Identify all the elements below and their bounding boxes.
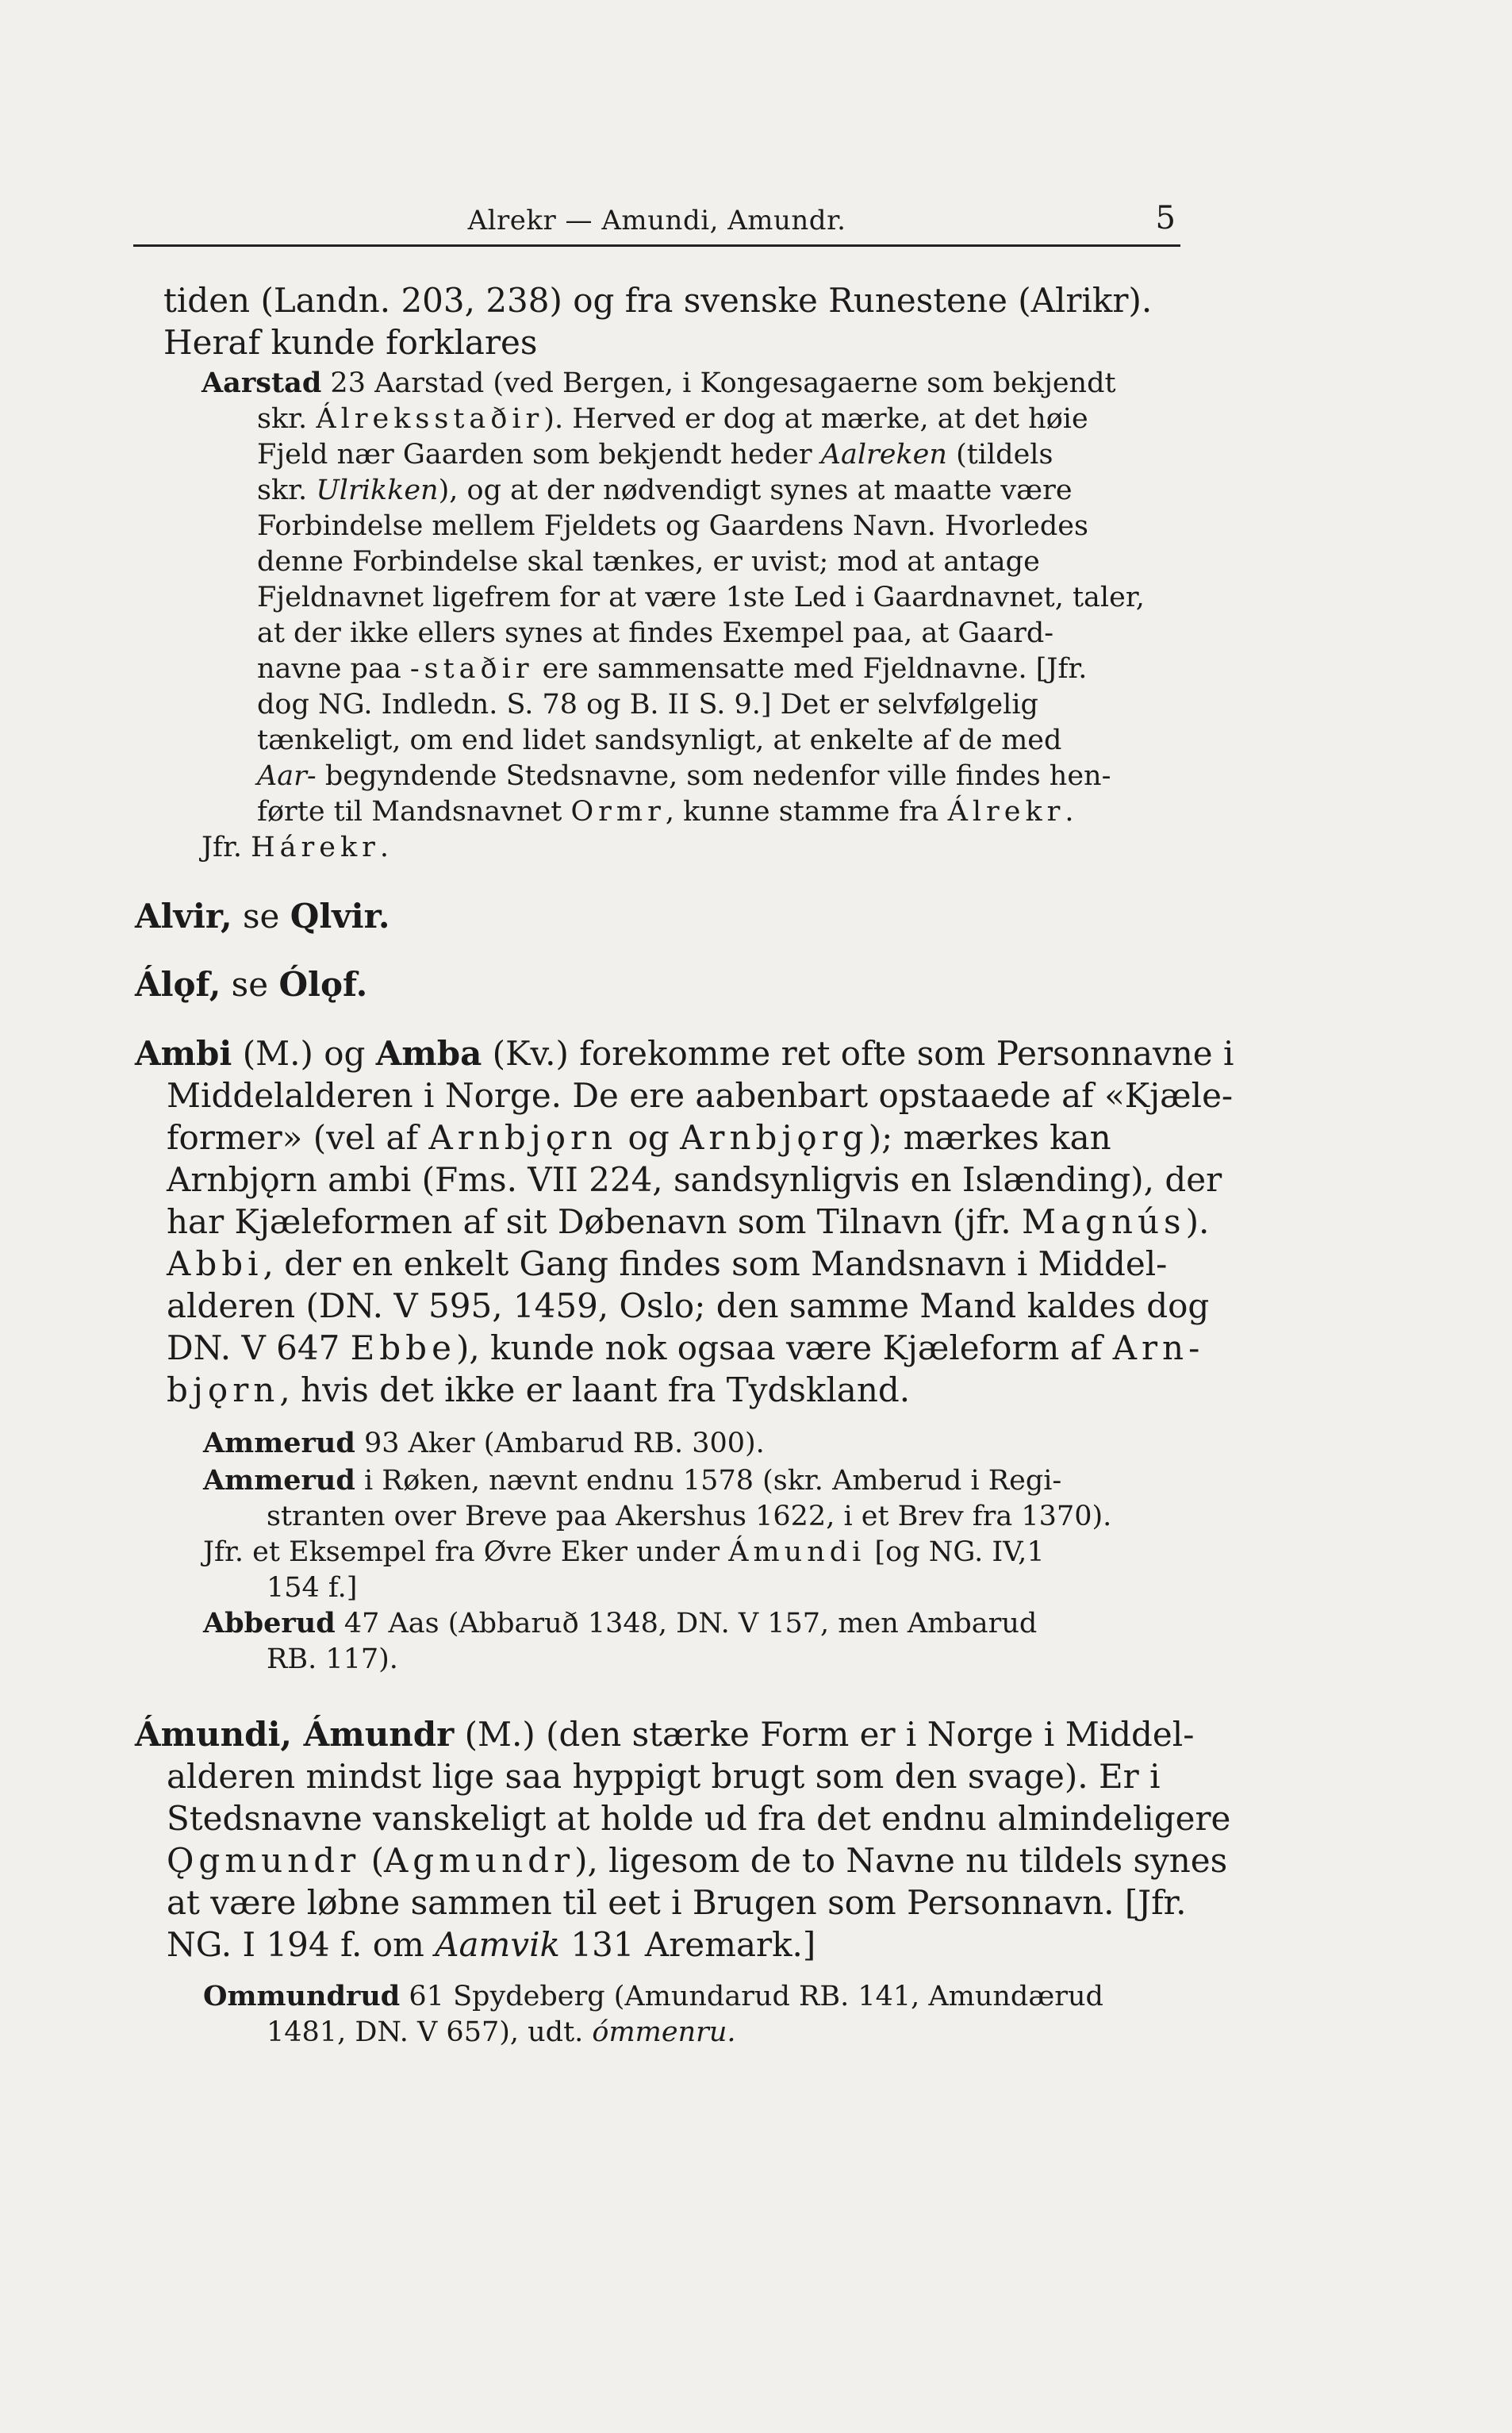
intro-paragraph	[163, 279, 1179, 363]
text-line: denne Forbindelse skal tænkes, er uvist; mod at antage	[257, 546, 1040, 578]
spaced-name: Arnbjǫrg	[680, 1118, 869, 1157]
text-span: [og NG. IV,1	[865, 1536, 1045, 1568]
text-span: i Røken, nævnt endnu 1578 (skr. Amberud i Regi-	[355, 1465, 1062, 1497]
text-line: Arnbjǫrn ambi (Fms. VII 224, sandsynligvis en Islænding), der	[167, 1160, 1222, 1199]
entry-ammerud-aker	[203, 1425, 765, 1462]
text-span: (Kv.) forekomme ret ofte som Personnavne i	[482, 1034, 1234, 1073]
spaced-name: bjǫrn	[167, 1370, 280, 1409]
spaced-name: Magnús	[1021, 1202, 1186, 1241]
text-line: alderen (DN. V 595, 1459, Oslo; den samme Mand kaldes dog	[167, 1286, 1210, 1325]
entry-head: Álǫf,	[135, 965, 221, 1004]
entry-ambi	[135, 1032, 1234, 1411]
italic-name: Aamvik	[435, 1925, 560, 1964]
text-span: Jfr. et Eksempel fra Øvre Eker under	[203, 1536, 729, 1568]
entry-head: Ammerud	[203, 1464, 355, 1497]
text-line	[203, 1535, 1111, 1570]
spaced-name: -staðir	[409, 653, 534, 685]
text-line	[163, 279, 1179, 321]
text-line	[203, 1462, 1111, 1499]
text-span: , der en enkelt Gang findes som Mandsnavn i Middel-	[263, 1244, 1168, 1283]
text-span: og	[617, 1118, 681, 1157]
text-line	[135, 1032, 1234, 1074]
text-span: førte til Mandsnavnet	[257, 796, 571, 828]
text-line: Fjeldnavnet ligefrem for at være 1ste Led i Gaardnavnet, taler,	[257, 582, 1145, 613]
text-span: .	[379, 832, 390, 863]
entry-ammerud-roken	[203, 1462, 1111, 1606]
text-span: ); mærkes kan	[868, 1118, 1111, 1157]
text-span: ). Herved er dog at mærke, at det høie	[543, 403, 1088, 435]
entry-head: Ammerud	[203, 1427, 355, 1459]
text-line: RB. 117).	[267, 1643, 398, 1675]
entry-body	[135, 1755, 1231, 1966]
text-span: ), og at der nødvendigt synes at maatte være	[438, 475, 1073, 506]
entry-alvir	[135, 895, 390, 937]
text-line: alderen mindst lige saa hyppigt brugt som den svage). Er i	[167, 1757, 1161, 1796]
text-span: ).	[1185, 1202, 1210, 1241]
text-line	[203, 1605, 1037, 1642]
text-line	[167, 1243, 1182, 1285]
text-span: , hvis det ikke er laant fra Tydskland.	[279, 1370, 911, 1409]
spaced-name: Álreksstaðir	[316, 403, 544, 435]
text-line	[167, 1327, 1205, 1369]
running-header	[133, 197, 1180, 247]
text-line: tænkeligt, om end lidet sandsynligt, at enkelte af de med	[257, 725, 1062, 756]
spaced-name: Arnbjǫrn	[428, 1118, 618, 1157]
text-line: at der ikke ellers synes at findes Exempel paa, at Gaard-	[257, 617, 1054, 649]
text-span: Jfr.	[201, 832, 251, 863]
text-line	[201, 830, 1179, 866]
text-span: Fjeld nær Gaarden som bekjendt heder	[257, 439, 821, 471]
spaced-name: Ormr	[570, 796, 666, 828]
text-line	[257, 473, 1179, 509]
text-span: (M.) (den stærke Form er i Norge i Middel-	[454, 1715, 1195, 1754]
entry-head: Ámundi, Ámundr	[135, 1715, 455, 1754]
italic-name: Aar-	[257, 760, 317, 792]
spaced-name: Agmundr	[383, 1841, 575, 1880]
text-line	[257, 651, 1179, 687]
text-span: 1481, DN. V 657), udt.	[267, 2016, 593, 2048]
text-span: (	[360, 1841, 384, 1880]
text-line: Forbindelse mellem Fjeldets og Gaardens Navn. Hvorledes	[257, 510, 1088, 542]
text-line	[167, 1117, 1182, 1159]
text-span: se	[232, 897, 290, 936]
entry-amundi	[135, 1713, 1231, 1966]
text-line: dog NG. Indledn. S. 78 og B. II S. 9.] Det er selvfølgelig	[257, 689, 1038, 721]
text-line	[203, 2015, 1103, 2051]
text-line	[135, 1713, 1195, 1755]
text-line	[135, 895, 390, 937]
text-line	[167, 1369, 1182, 1411]
entry-alof	[135, 963, 367, 1005]
spaced-name: Ǫgmundr	[167, 1841, 361, 1880]
text-span: former» (vel af	[167, 1118, 429, 1157]
entry-head: Abberud	[203, 1607, 336, 1639]
text-line: Middelalderen i Norge. De ere aabenbart opstaaede af «Kjæle-	[167, 1076, 1234, 1115]
entry-ommundrud	[203, 1978, 1103, 2051]
text-span: navne paa	[257, 653, 410, 685]
text-span: .	[1065, 796, 1074, 828]
text-span: 23 Aarstad (ved Bergen, i Kongesagaerne som bekjendt	[321, 367, 1116, 399]
text-span: skr.	[257, 403, 317, 435]
text-line	[203, 1978, 1103, 2015]
cross-reference: Ólǫf.	[278, 965, 368, 1004]
entry-head: Ambi	[135, 1034, 232, 1073]
running-title: Alrekr — Amundi, Amundr.	[467, 205, 846, 236]
page-number: 5	[1155, 200, 1176, 236]
text-span: se	[221, 965, 279, 1004]
text-span: skr.	[257, 475, 317, 506]
text-line	[201, 365, 1179, 402]
text-line: at være løbne sammen til eet i Brugen som Personnavn. [Jfr.	[167, 1883, 1187, 1922]
text-line	[135, 963, 367, 1005]
text-span: ), ligesom de to Navne nu tildels synes	[574, 1841, 1228, 1880]
text-span: (M.) og	[232, 1034, 376, 1073]
text-line	[167, 1924, 1182, 1966]
text-span: 61 Spydeberg (Amundarud RB. 141, Amundærud	[400, 1981, 1103, 2012]
text-span: (tildels	[946, 439, 1053, 471]
text-line	[257, 794, 1179, 830]
text-span: 47 Aas (Abbaruð 1348, DN. V 157, men Ambarud	[335, 1608, 1038, 1639]
text-span: har Kjæleformen af sit Døbenavn som Tilnavn (jfr.	[167, 1202, 1022, 1241]
text-span: tiden (Landn. 203, 238) og fra svenske Runestene (Alrikr).	[163, 281, 1153, 320]
spaced-name: Ebbe	[350, 1328, 456, 1367]
entry-head: Amba	[375, 1034, 482, 1073]
text-line	[257, 437, 1179, 473]
text-line	[257, 759, 1179, 794]
italic-name: Aalreken	[820, 439, 947, 471]
entry-body	[201, 402, 1179, 830]
spaced-name: Ámundi	[728, 1536, 866, 1568]
entry-head: Ommundrud	[203, 1980, 401, 2012]
text-line	[167, 1201, 1210, 1243]
text-span: 131 Aremark.]	[560, 1925, 816, 1964]
entry-head: Aarstad	[201, 367, 322, 399]
text-span: NG. I 194 f. om	[167, 1925, 436, 1964]
entry-aarstad	[201, 365, 1179, 866]
text-line: 154 f.]	[267, 1572, 358, 1604]
text-line: stranten over Breve paa Akershus 1622, i et Brev fra 1370).	[267, 1501, 1112, 1532]
cross-reference: Qlvir.	[290, 897, 390, 936]
entry-head: Alvir,	[135, 897, 232, 936]
spaced-name: Abbi	[167, 1244, 263, 1283]
text-span: ), kunde nok ogsaa være Kjæleform af	[455, 1328, 1113, 1367]
text-line: Heraf kunde forklares	[163, 323, 538, 362]
italic-name: ómmenru.	[592, 2016, 736, 2048]
text-line	[167, 1839, 1228, 1881]
text-line	[203, 1425, 765, 1462]
entry-body	[135, 1074, 1234, 1411]
text-line	[257, 402, 1179, 437]
spaced-name: Hárekr	[251, 832, 380, 863]
text-span: ere sammensatte med Fjeldnavne. [Jfr.	[533, 653, 1088, 685]
text-span: 93 Aker (Ambarud RB. 300).	[355, 1428, 765, 1459]
text-span: , kunne stamme fra	[665, 796, 948, 828]
text-span: begyndende Stedsnavne, som nedenfor ville findes hen-	[316, 760, 1111, 792]
text-span: DN. V 647	[167, 1328, 351, 1367]
entry-abberud	[203, 1605, 1037, 1678]
spaced-name: Arn-	[1112, 1328, 1205, 1367]
text-line: Stedsnavne vanskeligt at holde ud fra det endnu almindeligere	[167, 1799, 1231, 1838]
spaced-name: Álrekr	[947, 796, 1065, 828]
italic-name: Ulrikken	[316, 475, 439, 506]
